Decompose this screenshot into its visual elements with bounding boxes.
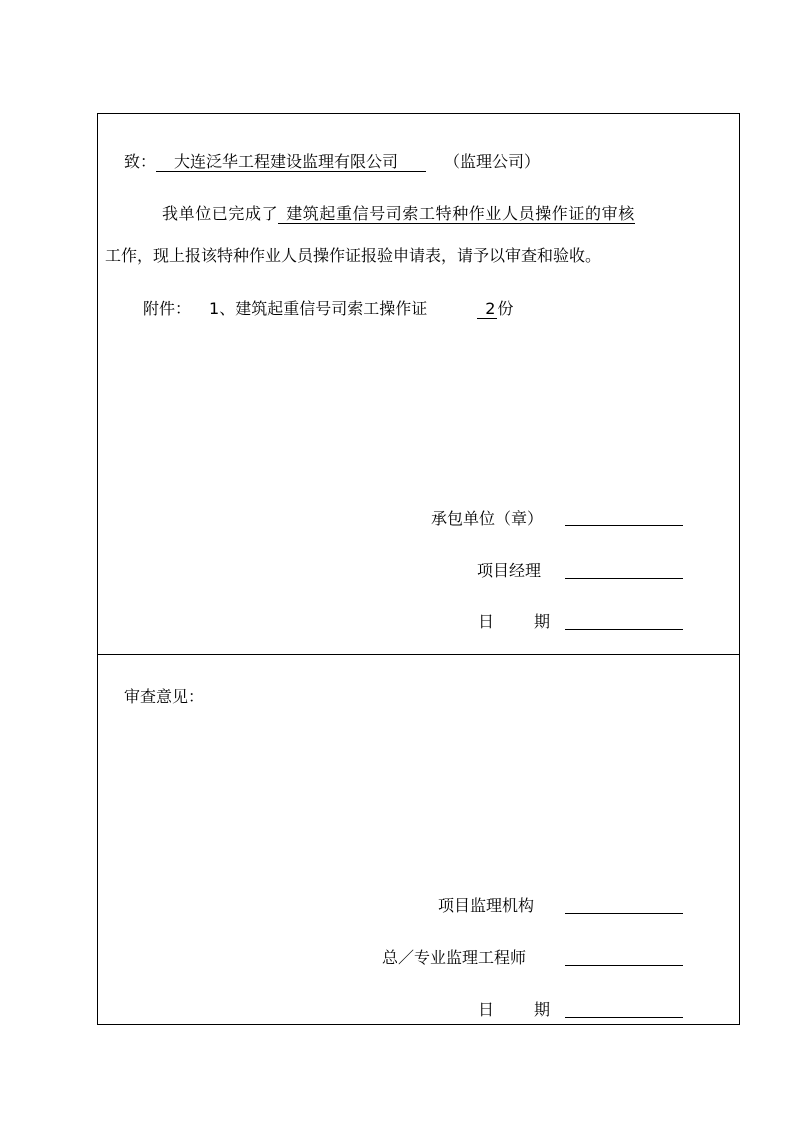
recipient-suffix: （监理公司） — [444, 152, 541, 171]
submission-form — [97, 113, 740, 1025]
supervision-engineer-label: 总／专业监理工程师 — [382, 948, 527, 967]
attachment-count: 2 — [477, 299, 497, 319]
attachment-unit: 份 — [497, 299, 514, 318]
body-line-1 — [162, 204, 635, 224]
body-underlined: 建筑起重信号司索工特种作业人员操作证的审核 — [278, 204, 635, 224]
supervision-org-signature-line — [565, 913, 683, 914]
contractor-date-line — [565, 629, 683, 630]
attachment-item: 1、建筑起重信号司索工操作证 — [209, 299, 428, 318]
body-prefix: 我单位已完成了 — [162, 204, 279, 223]
contractor-unit-label: 承包单位（章） — [431, 509, 544, 528]
contractor-date-label: 日 期 — [478, 612, 551, 631]
attachment-label: 附件： — [143, 299, 192, 318]
recipient-name: 大连泛华工程建设监理有限公司 — [156, 152, 426, 172]
supervision-org-label: 项目监理机构 — [438, 896, 535, 915]
body-line-2: 工作，现上报该特种作业人员操作证报验申请表，请予以审查和验收。 — [105, 246, 602, 265]
supervision-engineer-signature-line — [565, 965, 683, 966]
to-label: 致： — [124, 152, 157, 171]
review-date-line — [565, 1017, 683, 1018]
contractor-unit-signature-line — [565, 525, 683, 526]
project-manager-signature-line — [565, 578, 683, 579]
review-opinion-label: 审查意见： — [124, 687, 205, 706]
section-divider — [98, 654, 739, 655]
attachment-line — [143, 299, 513, 319]
review-date-label: 日 期 — [478, 1000, 551, 1019]
project-manager-label: 项目经理 — [477, 561, 542, 580]
recipient-line — [124, 152, 540, 172]
